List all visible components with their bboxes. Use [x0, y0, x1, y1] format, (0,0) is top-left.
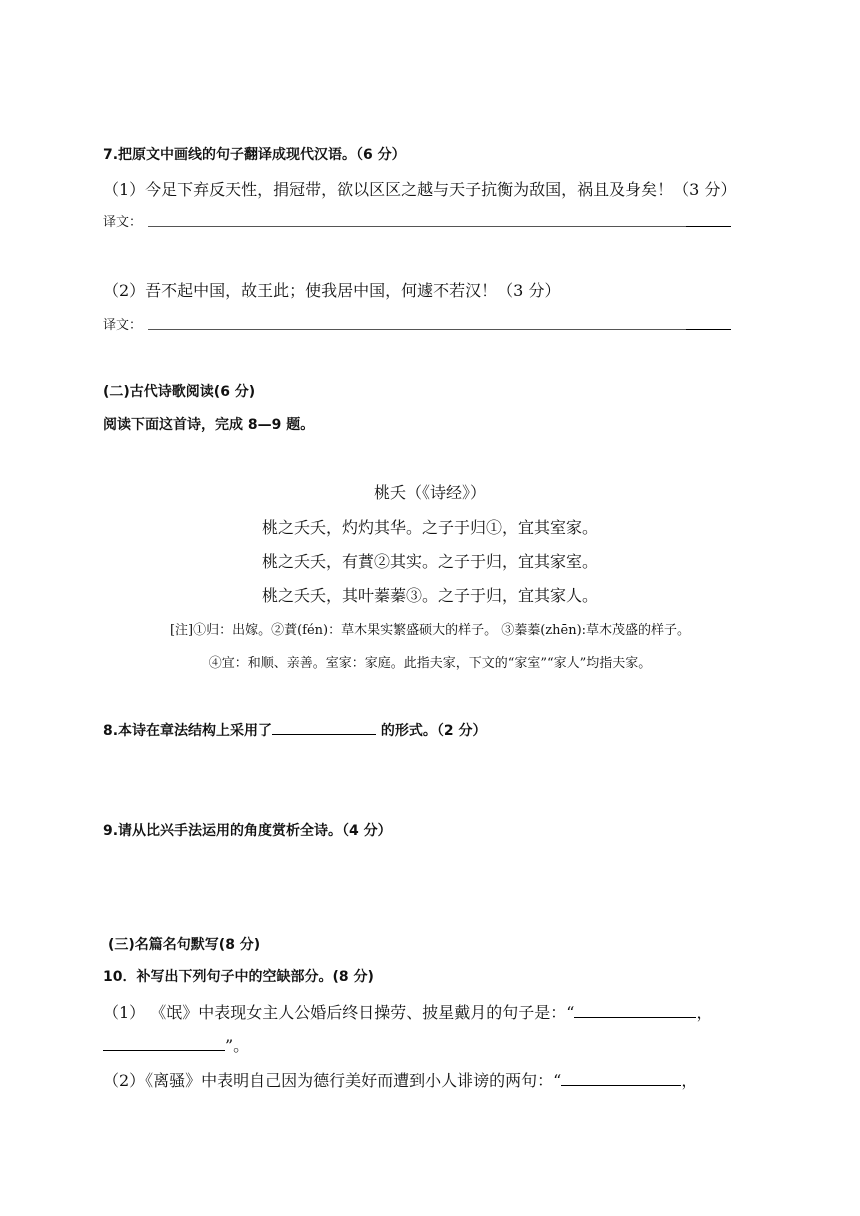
q7-sub2: （2）吾不起中国，故王此；使我居中国，何遽不若汉！（3 分） — [103, 281, 561, 300]
q8-question — [103, 720, 487, 740]
q10-sub1-blank-2[interactable] — [103, 1034, 225, 1051]
q7-answer-line-2[interactable] — [148, 329, 686, 330]
section2-heading: (二)古代诗歌阅读(6 分) — [103, 384, 256, 400]
q10-sub2-text: （2）《离骚》中表明自己因为德行美好而遭到小人诽谤的两句：“ — [103, 1071, 562, 1090]
poem-note-1: [注]①归：出嫁。②蕡(fén)：草木果实繁盛硕大的样子。 ③蓁蓁(zhēn):草木茂盛的样子。 — [169, 623, 691, 638]
q10-sub1-text: （1） 《氓》中表现女主人公婚后终日操劳、披星戴月的句子是：“ — [103, 1003, 575, 1022]
q7-answer-line-1-tail — [686, 226, 731, 227]
poem-note-2: ④宜：和顺、亲善。室家：家庭。此指夫家，下文的“家室”“家人”均指夫家。 — [208, 656, 652, 671]
poem-line-2: 桃之夭夭，有蕡②其实。之子于归，宜其家室。 — [261, 552, 598, 571]
q10-sub2-comma: ， — [681, 1071, 698, 1090]
q8-answer-blank[interactable] — [272, 720, 376, 735]
q10-sub1-comma: ， — [696, 1003, 713, 1022]
poem-line-1: 桃之夭夭，灼灼其华。之子于归①，宜其室家。 — [261, 518, 598, 537]
q7-translation-label-1: 译文： — [103, 215, 143, 230]
q10-sub1-end: ”。 — [225, 1036, 250, 1055]
q7-sub1: （1）今足下弃反天性，捐冠带，欲以区区之越与天子抗衡为敌国，祸且及身矣！（3 分） — [103, 180, 737, 199]
q10-sub2-blank-1[interactable] — [561, 1069, 681, 1086]
q10-sub1-cont — [103, 1033, 249, 1056]
q10-sub2 — [103, 1068, 697, 1091]
q9-title: 9.请从比兴手法运用的角度赏析全诗。（4 分） — [103, 823, 392, 839]
q8-suffix: 的形式。（2 分） — [376, 723, 487, 739]
poem-title: 桃夭（《诗经》） — [373, 483, 486, 502]
q7-answer-line-2-tail — [686, 329, 731, 330]
q7-title: 7.把原文中画线的句子翻译成现代汉语。（6 分） — [103, 147, 406, 163]
section3-heading: (三)名篇名句默写(8 分) — [108, 937, 261, 953]
q10-title: 10．补写出下列句子中的空缺部分。(8 分) — [103, 969, 374, 985]
q10-sub1 — [103, 1000, 712, 1023]
section2-instruction: 阅读下面这首诗，完成 8—9 题。 — [103, 417, 315, 433]
poem-line-3: 桃之夭夭，其叶蓁蓁③。之子于归，宜其家人。 — [261, 586, 598, 605]
q7-answer-line-1[interactable] — [148, 226, 686, 227]
q7-translation-label-2: 译文： — [103, 318, 143, 333]
q8-prefix: 8.本诗在章法结构上采用了 — [103, 723, 273, 739]
q10-sub1-blank-1[interactable] — [574, 1001, 696, 1018]
